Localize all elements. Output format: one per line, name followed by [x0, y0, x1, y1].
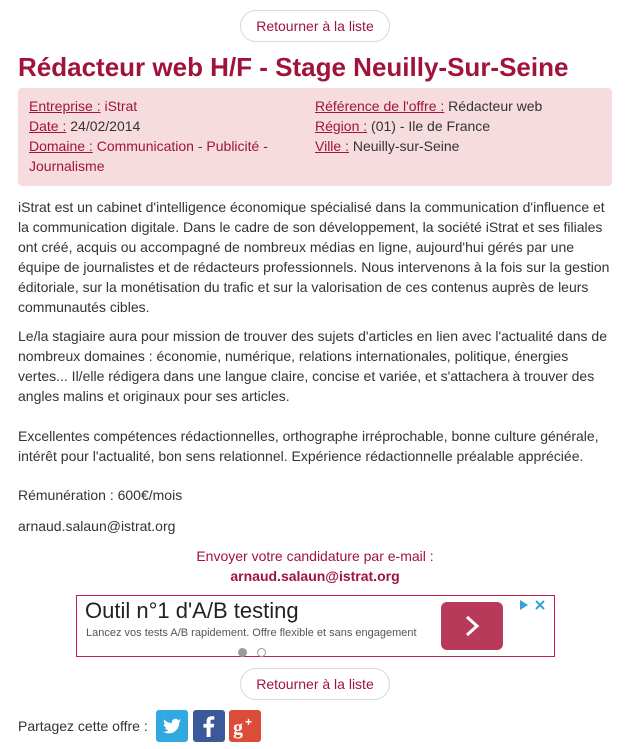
description-paragraph-2: Le/la stagiaire aura pour mission de trouver des sujets d'articles en lien avec l'actualité dans de nombreux domaines : économie, numérique, relations internationales, politique, énergies vertes... Il/elle rédigera dans une langue claire, concise et variée, et s'attachera à trouver des angles malins et originaux pour ses articles.: [18, 328, 608, 404]
back-to-list-button-top[interactable]: Retourner à la liste: [240, 10, 390, 42]
google-plus-share-button[interactable]: [229, 710, 261, 742]
chevron-right-icon: [463, 614, 481, 638]
date-label: Date :: [29, 118, 67, 134]
job-title: Rédacteur web H/F - Stage Neuilly-Sur-Seine: [18, 52, 569, 82]
info-region: [315, 116, 490, 136]
info-entreprise: [29, 96, 137, 116]
ville-value: Neuilly-sur-Seine: [352, 138, 460, 154]
ad-title[interactable]: Outil n°1 d'A/B testing: [85, 598, 299, 623]
ad-choices[interactable]: [519, 598, 547, 614]
entreprise-label: Entreprise :: [29, 98, 101, 114]
ad-banner[interactable]: [76, 595, 555, 657]
reference-value: Rédacteur web: [448, 98, 543, 114]
google-plus-icon: [229, 710, 261, 742]
requirements-paragraph: Excellentes compétences rédactionnelles, orthographe irréprochable, bonne culture générale, intérêt pour l'actualité, bon sens relationnel. Expérience rédactionnelle préalable appréciée.: [18, 428, 599, 464]
back-to-list-button-bottom[interactable]: Retourner à la liste: [240, 668, 390, 700]
region-value: (01) - Ile de France: [371, 118, 491, 134]
info-ville: [315, 136, 459, 156]
ad-slide-dot[interactable]: [257, 648, 266, 657]
job-info-box: [18, 88, 612, 186]
ville-label: Ville :: [315, 138, 349, 154]
date-value: 24/02/2014: [70, 118, 141, 134]
contact-email-text: arnaud.salaun@istrat.org: [18, 518, 176, 534]
description-paragraph-1: iStrat est un cabinet d'intelligence économique spécialisé dans la communication d'influence et la communication digitale. Dans le cadre de son développement, la société iStrat et ses filiales ont créé, acquis ou accompagné de nombreux médias en ligne, aujourd'hui gérés par une équipe de journalistes et de rédacteurs professionnels. Nous intervenons à la fois sur la gestion éditoriale, sur la monétisation du trafic et sur la valorisation de ces contenus auprès de leurs communautés cibles.: [18, 199, 610, 315]
reference-label: Référence de l'offre :: [315, 98, 445, 114]
remuneration-text: Rémunération : 600€/mois: [18, 487, 183, 503]
ad-arrow-button[interactable]: [441, 602, 503, 650]
entreprise-link[interactable]: iStrat: [104, 98, 138, 114]
apply-section: [0, 546, 630, 586]
info-date: [29, 116, 140, 136]
svg-text:+: +: [245, 715, 253, 729]
domaine-label: Domaine :: [29, 138, 93, 154]
twitter-icon: [156, 710, 188, 742]
domaine-link[interactable]: Communication - Publicité - Journalisme: [29, 138, 268, 174]
ad-slide-dot-active[interactable]: [238, 648, 247, 657]
twitter-share-button[interactable]: [156, 710, 188, 742]
share-label: Partagez cette offre :: [18, 718, 148, 734]
info-domaine: [29, 136, 289, 176]
apply-email-link[interactable]: arnaud.salaun@istrat.org: [230, 568, 400, 584]
apply-label: Envoyer votre candidature par e-mail :: [196, 548, 434, 564]
ad-description: Lancez vos tests A/B rapidement. Offre flexible et sans engagement: [86, 627, 417, 639]
region-label: Région :: [315, 118, 368, 134]
facebook-icon: [193, 710, 225, 742]
svg-text:g: g: [233, 717, 243, 739]
info-reference: [315, 96, 542, 116]
facebook-share-button[interactable]: [193, 710, 225, 742]
ad-choices-icon: [519, 599, 547, 611]
